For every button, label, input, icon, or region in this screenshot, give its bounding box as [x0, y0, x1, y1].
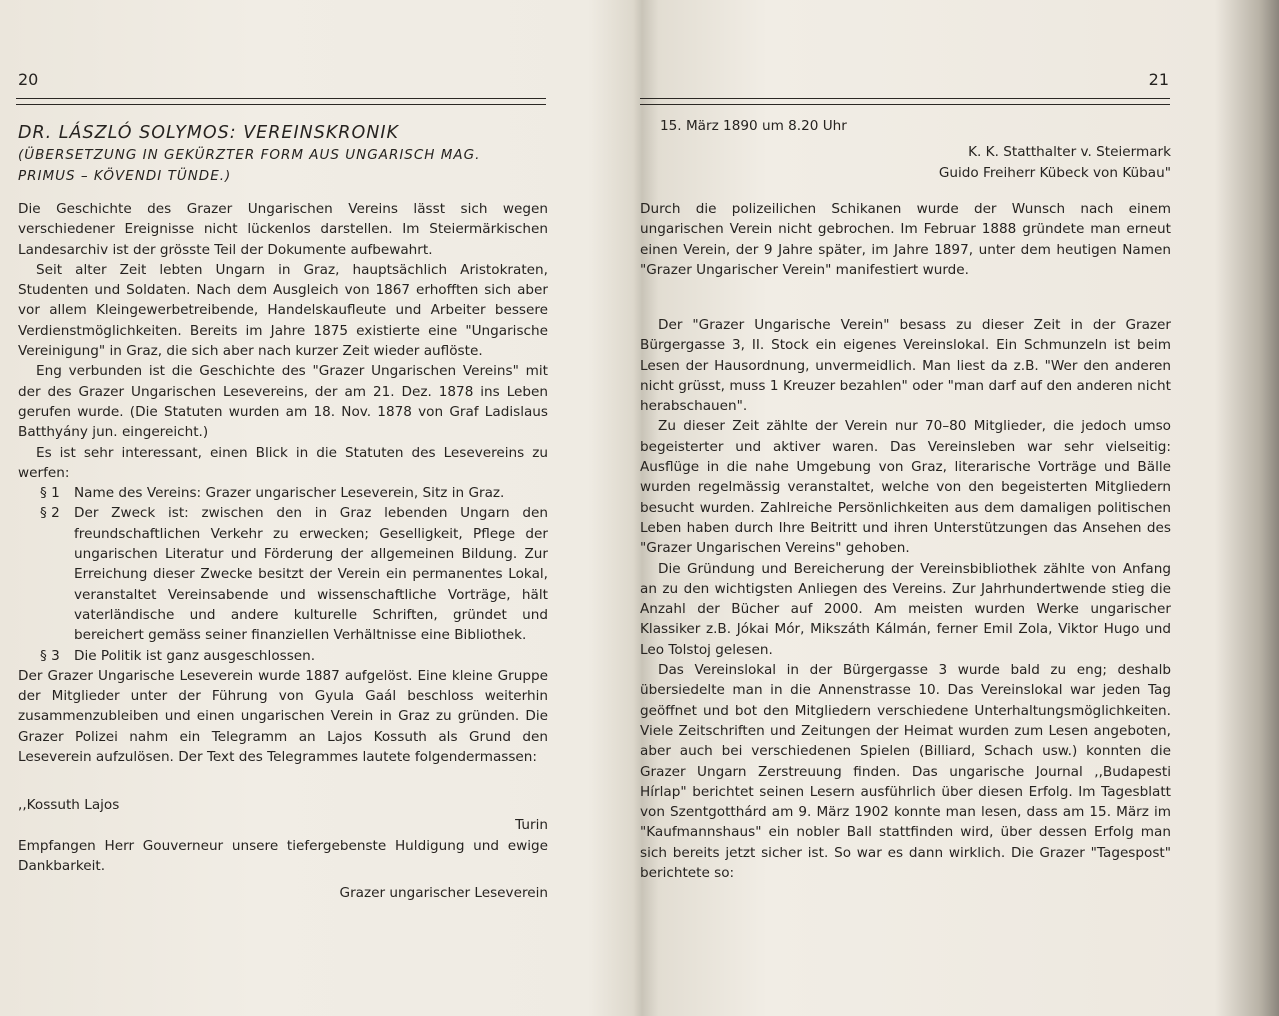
signatory-title: K. K. Statthalter v. Steiermark — [968, 144, 1171, 161]
paragraph: Der "Grazer Ungarische Verein" besass zu dieser Zeit in der Grazer Bürgergasse 3, II. Stock ein eigenes Vereinslokal. Ein Schmunzeln ist beim Lesen der Hausordnung, unvermeidlich. Man liest da z.B. "Wer den anderen nicht grüsst, muss 1 Kreuzer bezahlen" oder "man darf auf den anderen nicht herabschauen". — [640, 317, 1171, 415]
article-heading — [18, 122, 578, 186]
telegram-body: Empfangen Herr Gouverneur unsere tiefergebenste Huldigung und ewige Dankbarkeit. — [18, 837, 548, 874]
statute-section-2 — [18, 503, 548, 645]
paragraph: Die Gründung und Bereicherung der Vereinsbibliothek zählte von Anfang an zu den wichtigsten Anliegen des Vereins. Zur Jahrhundertwende stieg die Anzahl der Bücher auf 2000. Am meisten wurden Werke ungarischer Klassiker z.B. Jókai Mór, Mikszáth Kálmán, ferner Emil Zola, Viktor Hugo und Leo Tolstoj gelesen. — [640, 560, 1171, 658]
article-title: DR. LÁSZLÓ SOLYMOS: VEREINSKRONIK — [18, 123, 399, 143]
page-number-left: 20 — [18, 70, 39, 89]
right-page — [600, 0, 1279, 1016]
right-body-2 — [640, 315, 1171, 883]
paragraph: Zu dieser Zeit zählte der Verein nur 70–80 Mitglieder, die jedoch umso begeisterter und aktiver waren. Das Vereinsleben war sehr vielseitig: Ausflüge in die nahe Umgebung von Graz, literarische Vorträge und Bälle wurden regelmässig veranstaltet, welche von den begeisterten Mitgliedern besucht wurden. Zahlreiche Persönlichkeiten aus dem damaligen politischen Leben haben durch Ihre Beitritt und ihren Unterstützungen das Ansehen des "Grazer Ungarischen Vereins" gehoben. — [640, 418, 1171, 557]
paragraph: Es ist sehr interessant, einen Blick in die Statuten des Lesevereins zu werfen: — [18, 444, 548, 481]
left-body — [18, 199, 548, 767]
paragraph: Durch die polizeilichen Schikanen wurde der Wunsch nach einem ungarischen Verein nicht gebrochen. Im Februar 1888 gründete man erneut einen Verein, der 9 Jahre später, im Jahre 1897, unter dem heutigen Namen "Grazer Ungarischer Verein" manifestiert wurde. — [640, 201, 1171, 278]
article-subtitle-line1: (ÜBERSETZUNG IN GEKÜRZTER FORM AUS UNGARISCH MAG. — [18, 147, 481, 163]
section-text: Der Zweck ist: zwischen den in Graz lebenden Ungarn den freundschaftlichen Verkehr zu erwecken; Geselligkeit, Pflege der ungarischen Literatur und Förderung der allgemeinen Bildung. Zur Erreichung dieser Zwecke besitzt der Verein ein permanentes Lokal, veranstaltet Vereinsabende und wissenschaftliche Vorträge, hält vaterländische und andere kulturelle Schriften, gründet und bereichert gemäss seiner finanziellen Verhältnisse eine Bibliothek. — [74, 505, 548, 644]
section-symbol: § 3 — [40, 647, 60, 664]
paragraph: Seit alter Zeit lebten Ungarn in Graz, hauptsächlich Aristokraten, Studenten und Soldaten. Nach dem Ausgleich von 1867 erhofften sich aber vor allem Kleingewerbetreibende, Handelskaufleute und Arbeiter bessere Verdienstmöglichkeiten. Bereits im Jahre 1875 existierte eine "Ungarische Vereinigung" in Graz, die sich aber nach kurzer Zeit wieder auflöste. — [18, 261, 548, 360]
paragraph: Der Grazer Ungarische Leseverein wurde 1887 aufgelöst. Eine kleine Gruppe der Mitglieder unter der Führung von Gyula Gaál beschloss weiterhin zusammenzubleiben und einen ungarischen Verein in Graz zu gründen. Die Grazer Polizei nahm ein Telegramm an Lajos Kossuth als Grund den Leseverein aufzulösen. Der Text des Telegrammes lautete folgendermassen: — [18, 667, 548, 766]
page-number-right: 21 — [1148, 70, 1169, 89]
section-symbol: § 1 — [40, 485, 60, 502]
header-rule-left — [16, 98, 546, 105]
paragraph: Die Geschichte des Grazer Ungarischen Vereins lässt sich wegen verschiedener Ereignisse nicht lückenlos darstellen. Im Steiermärkischen Landesarchiv ist der grösste Teil der Dokumente aufbewahrt. — [18, 201, 548, 258]
statute-section-1 — [18, 483, 548, 503]
left-page — [0, 0, 600, 1016]
section-text: Die Politik ist ganz ausgeschlossen. — [74, 647, 316, 664]
telegram-signature: Grazer ungarischer Leseverein — [339, 885, 548, 902]
paragraph: Das Vereinslokal in der Bürgergasse 3 wurde bald zu eng; deshalb übersiedelte man in die Annenstrasse 10. Das Vereinslokal war jeden Tag geöffnet und bot den Mitgliedern verschiedene Unterhaltungsmöglichkeiten. Viele Zeitschriften und Zeitungen der Heimat wurden zum Lesen angeboten, aber auch bei verschiedenen Spielen (Billiard, Schach usw.) konnten die Grazer Ungarn Zerstreuung finden. Das ungarische Journal ,,Budapesti Hírlap" berichtet seinen Lesern ausführlich über diesen Erfolg. Im Tagesblatt von Szentgotthárd am 9. März 1902 konnte man lesen, dass am 15. März im "Kaufmannshaus" ein nobler Ball stattfinden wird, über dessen Erfolg man sich bereits jetzt sicher ist. So war es dann wirklich. Die Grazer "Tagespost" berichtete so: — [640, 662, 1171, 882]
right-body-1 — [640, 199, 1171, 280]
section-text: Name des Vereins: Grazer ungarischer Leseverein, Sitz in Graz. — [74, 485, 505, 502]
paragraph: Eng verbunden ist die Geschichte des "Grazer Ungarischen Vereins" mit der des Grazer Ungarischen Lesevereins, der am 21. Dez. 1878 ins Leben gerufen wurde. (Die Statuten wurden am 18. Nov. 1878 von Graf Ladislaus Batthyány jun. eingereicht.) — [18, 363, 548, 441]
telegram-addressee: ,,Kossuth Lajos — [18, 797, 120, 813]
telegram-place: Turin — [515, 817, 548, 834]
signatory-name: Guido Freiherr Kübeck von Kübau" — [938, 164, 1171, 181]
telegram-date: 15. März 1890 um 8.20 Uhr — [660, 118, 847, 134]
section-symbol: § 2 — [40, 505, 60, 522]
article-subtitle-line2: PRIMUS – KÖVENDI TÜNDE.) — [18, 168, 232, 184]
statute-section-3 — [18, 646, 548, 666]
telegram — [18, 795, 548, 903]
telegram-reply — [640, 116, 1171, 183]
header-rule-right — [640, 98, 1170, 105]
